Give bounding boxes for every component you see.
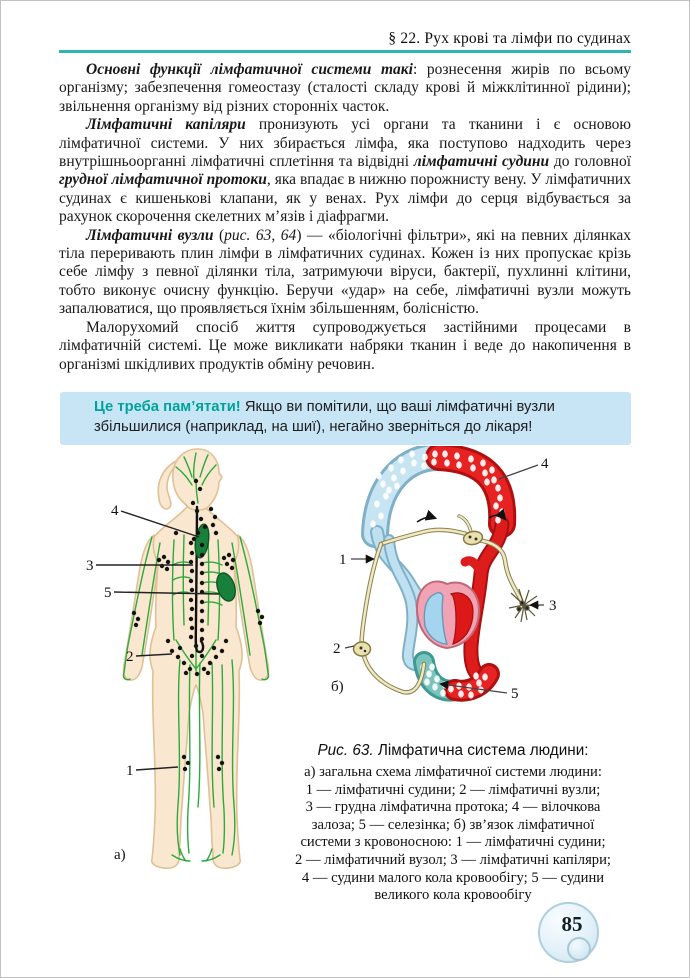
note-text: Якщо ви помітили, що ваші лімфатичні вузли збільшилися (наприклад, на шиї), негайно зверніться до лікаря! — [94, 399, 555, 435]
caption-line: залоза; 5 — селезінка; б) зв’язок лімфатичної — [311, 816, 595, 833]
header-rule — [59, 50, 631, 53]
page-number-bubble-small — [567, 937, 591, 961]
remember-note-box — [60, 392, 631, 445]
figure-a-label-3: 3 — [86, 558, 94, 574]
caption-line: 1 — лімфатичні судини; 2 — лімфатичні вузли; — [305, 781, 601, 798]
figure-a-label-4: 4 — [111, 503, 119, 519]
paragraph: Лімфатичні вузли (рис. 63, 64) — «біологічні фільтри», які на певних ділянках тіла переривають плин лімфи в лімфатичних судинах. Кожен із них пропускає крізь себе лімфу з певної ділянки тіла, затримуючи віруси, бактерії, пухлинні клітини, тобто виконує очисну функцію. Беручи «удар» на себе, лімфатичні вузли можуть запалюватися, що проявляється їхнім збільшенням, болісністю. — [59, 226, 631, 318]
page-number: 85 — [561, 912, 583, 936]
figure-caption-lines — [295, 764, 611, 905]
figure-a-label-1: 1 — [126, 763, 134, 779]
figure-b-label-4: 4 — [541, 456, 549, 472]
figure-b-label-3: 3 — [549, 598, 557, 614]
figure-a-sublabel: а) — [114, 847, 126, 863]
caption-line: а) загальна схема лімфатичної системи людини: — [304, 764, 602, 780]
paragraph: Основні функції лімфатичної системи такі: рознесення жирів по всьому організму; забезпечення гомеостазу (сталості складу крові й міжклітинної рідини); звільнення організму від різних сторонніх часток. — [59, 61, 631, 115]
figure-a-label-2: 2 — [126, 649, 134, 665]
caption-line: 2 — лімфатичний вузол; 3 — лімфатичні капіляри; — [295, 851, 611, 868]
chapter-header: § 22. Рух крові та лімфи по судинах — [388, 30, 631, 47]
figure-a-label-5: 5 — [104, 585, 112, 601]
figure-b-sublabel: б) — [331, 679, 344, 695]
paragraph: Лімфатичні капіляри пронизують усі органи та тканини і є основою лімфатичної системи. У них збирається лімфа, яка поступово надходить через внутрішньоорганні лімфатичні сплетіння та відвідні лімфатичні судини до головної грудної лімфатичної протоки, яка впадає в нижню порожнисту вену. У лімфатичних судинах є кишенькові клапани, як у венах. Рух лімфи до серця відбувається за рахунок скорочення скелетних м’язів і діафрагми. — [59, 116, 631, 226]
figure-caption-title: Рис. 63. Лімфатична система людини: — [317, 742, 589, 759]
caption-line: 3 — грудна лімфатична протока; 4 — вілочкова — [305, 799, 601, 816]
paragraph: Малорухомий спосіб життя супроводжується застійними процесами в лімфатичній системі. Це може викликати набряки тканин і веде до накопичення в організмі шкідливих продуктів обміну речовин. — [59, 318, 631, 373]
note-lead: Це треба пам’ятати! — [94, 399, 241, 415]
figure-caption — [295, 742, 611, 905]
veins — [377, 532, 424, 665]
figure-b-circulation-scheme — [331, 446, 643, 718]
figure-b-label-1: 1 — [339, 552, 347, 568]
caption-line: системи з кровоносною: 1 — лімфатичні судини; — [300, 834, 606, 851]
heart — [417, 581, 479, 648]
figure-number: Рис. 63. — [317, 742, 374, 759]
figure-a-lymphatic-body — [56, 445, 296, 877]
body-text — [59, 61, 631, 374]
figure-b-label-5: 5 — [511, 686, 519, 702]
pulmonary-capillaries — [375, 457, 502, 534]
caption-line: 4 — судини малого кола кровообігу; 5 — судини — [301, 869, 605, 886]
caption-line: великого кола кровообігу — [374, 887, 532, 904]
figure-b-label-2: 2 — [333, 641, 341, 657]
